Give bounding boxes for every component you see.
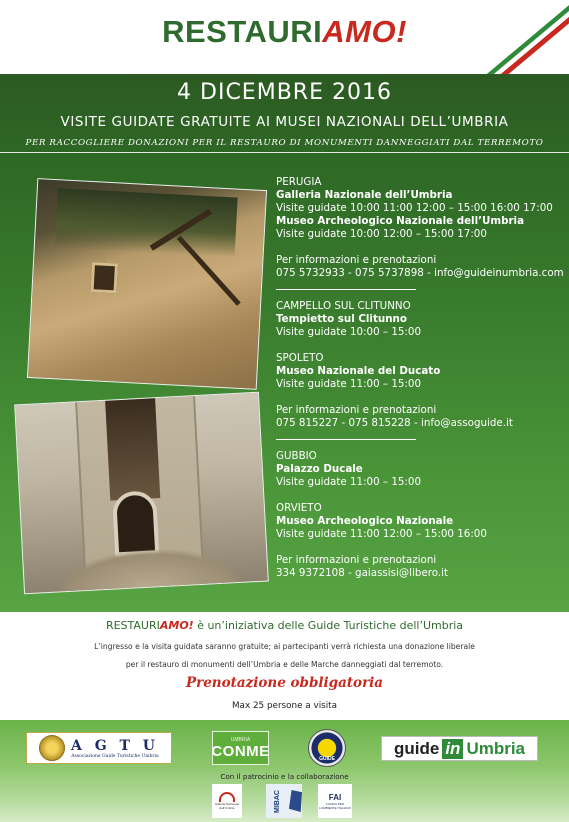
contact-label: Per informazioni e prenotazioni bbox=[276, 404, 437, 416]
city-spoleto: SPOLETO bbox=[276, 352, 324, 364]
italian-flag-stripes bbox=[479, 0, 569, 74]
patronage-label: Con il patrocinio e la collaborazione bbox=[220, 772, 349, 781]
mibac-text: MIBAC bbox=[273, 789, 281, 813]
event-purpose: PER RACCOGLIERE DONAZIONI PER IL RESTAURO DI MONUMENTI DANNEGGIATI DAL TERREMOTO bbox=[25, 138, 544, 148]
venue-times: Visite guidate 10:00 12:00 – 15:00 17:00 bbox=[276, 228, 487, 240]
venue-times: Visite guidate 10:00 11:00 12:00 – 15:00 16:00 17:00 bbox=[276, 202, 553, 214]
contact-label: Per informazioni e prenotazioni bbox=[276, 254, 437, 266]
gu-part3: Umbria bbox=[466, 738, 526, 758]
event-date: 4 DICEMBRE 2016 bbox=[177, 80, 392, 105]
conme-top: UMBRIA bbox=[230, 736, 251, 743]
mibac-logo bbox=[266, 784, 302, 818]
venue-times: Visite guidate 10:00 – 15:00 bbox=[276, 326, 422, 338]
flag-stripe-green bbox=[481, 0, 569, 74]
initiative-brand-part1: RESTAURI bbox=[105, 619, 160, 632]
donation-info-line1: L’ingresso e la visita guidata saranno gratuite; ai partecipanti verrà richiesta una donazione liberale bbox=[94, 642, 475, 651]
venue-tempietto: Tempietto sul Clitunno bbox=[276, 313, 407, 325]
collapsed-roof bbox=[55, 188, 238, 257]
umbria-conme-logo bbox=[212, 731, 269, 765]
window bbox=[91, 262, 119, 293]
guide-in-umbria-logo bbox=[381, 736, 538, 761]
divider bbox=[0, 152, 569, 153]
fai-logo bbox=[318, 784, 352, 818]
venue-times: Visite guidate 11:00 – 15:00 bbox=[276, 378, 422, 390]
damaged-church-photo bbox=[14, 392, 269, 595]
agtu-logo bbox=[26, 732, 172, 764]
fai-title: FAI bbox=[328, 792, 342, 802]
initiative-brand-part2: AMO! bbox=[159, 619, 194, 632]
venue-times: Visite guidate 11:00 12:00 – 15:00 16:00 bbox=[276, 528, 487, 540]
guide-badge-text: GUIDE bbox=[319, 756, 335, 762]
donation-info-line2: per il restauro di monumenti dell’Umbria e delle Marche danneggiati dal terremoto. bbox=[125, 660, 444, 669]
agtu-seal-icon bbox=[39, 735, 65, 761]
visit-schedule bbox=[276, 176, 566, 580]
arch-icon bbox=[219, 792, 235, 802]
venue-times: Visite guidate 11:00 – 15:00 bbox=[276, 476, 422, 488]
venue-museo-archeologico-umbria: Museo Archeologico Nazionale dell’Umbria bbox=[276, 215, 525, 227]
map-icon bbox=[289, 790, 302, 812]
separator bbox=[276, 289, 416, 290]
guide-badge-logo bbox=[307, 728, 347, 768]
contact-perugia: 075 5732933 - 075 5737898 - info@guideinumbria.com bbox=[276, 267, 564, 279]
event-subtitle: VISITE GUIDATE GRATUITE AI MUSEI NAZIONALI DELL’UMBRIA bbox=[60, 114, 509, 130]
gn-text: Galleria Nazionale dell'Umbria bbox=[214, 802, 240, 810]
gu-part1: guide bbox=[393, 738, 440, 758]
gu-part2: in bbox=[442, 739, 463, 759]
venue-museo-ducato: Museo Nazionale del Ducato bbox=[276, 365, 441, 377]
guide-badge-icon bbox=[308, 729, 346, 767]
fai-subtitle: FONDO PER L'AMBIENTE ITALIANO bbox=[319, 801, 351, 810]
venue-galleria-nazionale: Galleria Nazionale dell’Umbria bbox=[276, 189, 453, 201]
conme-main: CONME bbox=[211, 742, 270, 760]
separator bbox=[276, 439, 416, 440]
agtu-title: A G T U bbox=[70, 737, 160, 754]
church-door bbox=[112, 490, 159, 556]
header bbox=[0, 0, 569, 74]
booking-required: Prenotazione obbligatoria bbox=[185, 675, 384, 691]
initiative-text: è un’iniziativa delle Guide Turistiche dell’Umbria bbox=[193, 619, 464, 632]
max-group-size: Max 25 persone a visita bbox=[231, 701, 338, 711]
agtu-subtitle: Associazione Guide Turistiche Umbria bbox=[71, 753, 159, 759]
city-gubbio: GUBBIO bbox=[276, 450, 317, 462]
contact-label: Per informazioni e prenotazioni bbox=[276, 554, 437, 566]
contact-spoleto: 075 815227 - 075 815228 - info@assoguide.it bbox=[276, 417, 513, 429]
venue-museo-archeologico: Museo Archeologico Nazionale bbox=[276, 515, 454, 527]
brand-title-part1: RESTAURI bbox=[162, 14, 323, 49]
damaged-facade-photo bbox=[27, 178, 267, 390]
city-perugia: PERUGIA bbox=[276, 176, 322, 188]
collapsed-section bbox=[105, 398, 160, 500]
city-orvieto: ORVIETO bbox=[276, 502, 322, 514]
city-campello: CAMPELLO SUL CLITUNNO bbox=[276, 300, 411, 312]
initiative-statement bbox=[0, 619, 569, 632]
galleria-nazionale-logo bbox=[212, 784, 242, 818]
contact-orvieto: 334 9372108 - gaiassisi@libero.it bbox=[276, 567, 449, 579]
venue-palazzo-ducale: Palazzo Ducale bbox=[276, 463, 363, 475]
brand-title-part2: AMO! bbox=[322, 14, 407, 49]
